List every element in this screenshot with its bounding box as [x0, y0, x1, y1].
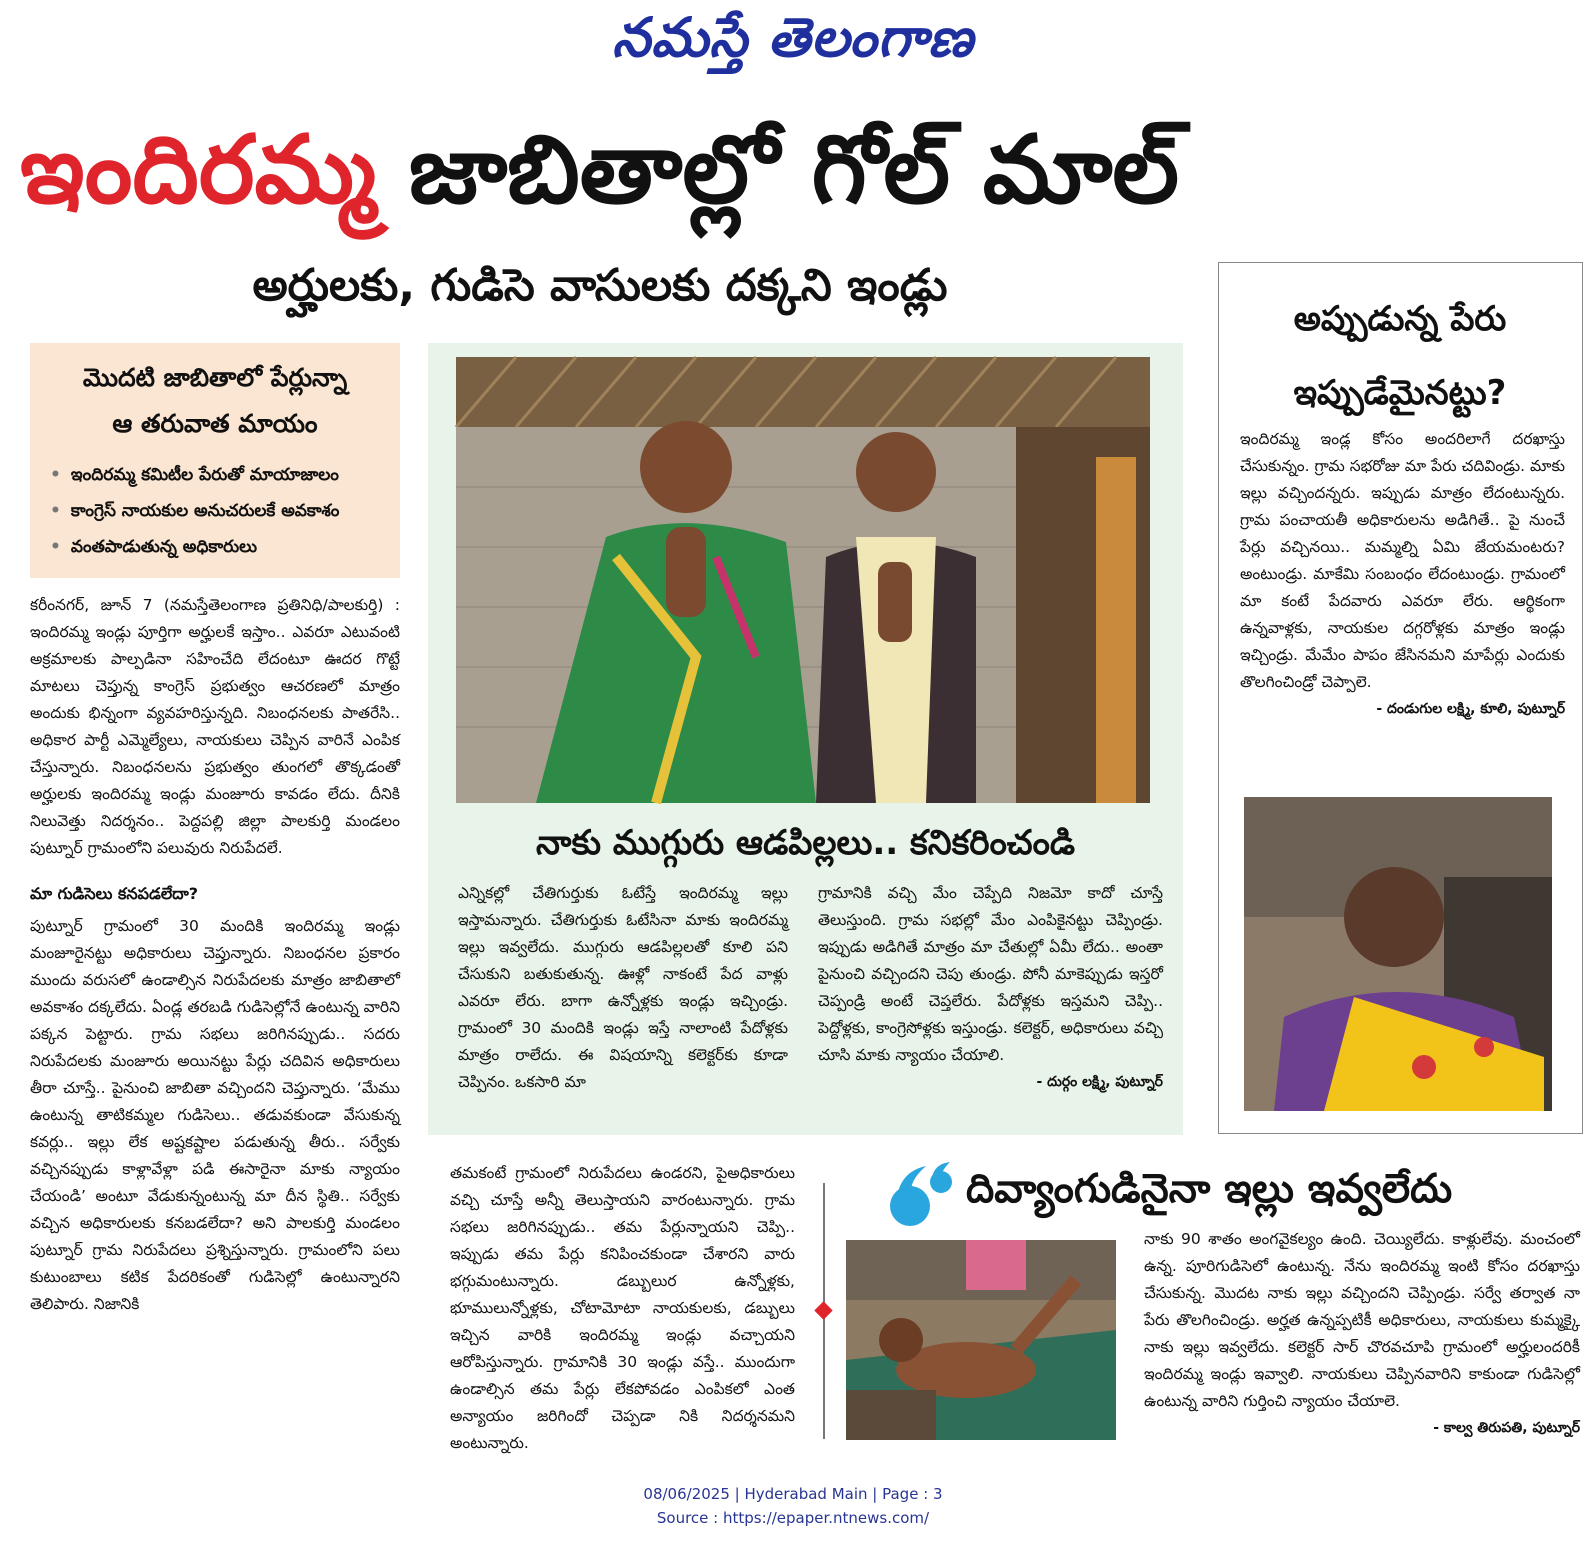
photo-disabled-man	[846, 1240, 1116, 1440]
footer-date-edition: 08/06/2025 | Hyderabad Main | Page : 3	[643, 1485, 943, 1503]
highlight-bullets	[44, 457, 386, 565]
headline	[20, 112, 1580, 230]
sidebar-title-line1: అప్పుడున్న పేరు	[1293, 299, 1507, 339]
sidebar-text: ఇందిరమ్మ ఇండ్ల కోసం అందరిలాగే దరఖాస్తు చేసుకున్నం. గ్రామ సభరోజు మా పేరు చదివిండ్రు. మాకు ఇల్లు వచ్చిందన్నరు. ఇప్పుడు మాత్రం లేదంటున్నరు. గ్రామ పంచాయతీ అధికారులను అడిగితే.. పై నుంచే పేర్లు వచ్చినయి.. మమ్మల్ని ఏమి జేయమంటరు? అంటుండ్రు. మాకేమి సంబంధం లేదంటుండ్రు. గ్రామంలో మా కంటే పేదవారు ఎవరూ లేరు. ఆర్థికంగా ఉన్నవాళ్లకు, నాయకుల దగ్గరోళ్లకు మాత్రం ఇండ్లు ఇచ్చిండ్రు. మేమేం పాపం జేసినమని మాపేర్లు ఎందుకు తొలగించిండ్రో చెప్పాలె.	[1240, 430, 1565, 691]
article-subheading: మా గుడిసెలు కనపడలేదా?	[30, 884, 199, 903]
masthead-logo: నమస్తే తెలంగాణ	[612, 6, 974, 69]
headline-red: ఇందిరమ్మ	[20, 116, 377, 225]
bullet-item: • వంతపాడుతున్న అధికారులు	[50, 529, 386, 565]
main-article-col2	[450, 1160, 795, 1452]
footer-source: Source : https://epaper.ntnews.com/	[656, 1509, 930, 1527]
sidebar-title	[1230, 282, 1570, 430]
article-para3: తమకంటే గ్రామంలో నిరుపేదలు ఉండరని, పైఅధికారులు వచ్చి చూస్తే అన్నీ తెలుస్తాయని వారంటున్నారు. గ్రామ సభలు జరిగినప్పుడు.. తమ పేర్లున్నాయని చెప్పి.. ఇప్పుడు తమ పేర్లు కనిపించకుండా చేశారని వారు భగ్గుమంటున్నారు. డబ్బులుర ఉన్నోళ్లకు, భూములున్నోళ్లకు, చోటామోటా నాయకులకు, డబ్బులు ఇచ్చిన వారికి ఇందిరమ్మ ఇండ్లు వచ్చాయని ఆరోపిస్తున్నారు. గ్రామానికి 30 ఇండ్లు వస్తే.. ముందుగా ఉండాల్సిన తమ పేర్లు లేకపోవడం ఎంపికలో ఎంత అన్యాయం జరిగిందో చెప్పడా నికి నిదర్శనమని అంటున్నారు.	[450, 1164, 795, 1452]
bottom-story-text: నాకు 90 శాతం అంగవైకల్యం ఉంది. చెయ్యిలేదు. కాళ్లులేవు. మంచంలో ఉన్న. పూరిగుడిసెలో ఉంటున్న. నేను ఇందిరమ్మ ఇంటి కోసం దరఖాస్తు చేసుకున్న. మొదట నాకు ఇల్లు వచ్చిందని చెప్పిండ్రు. సర్వే తర్వాత నా పేరు తొలగించిండ్రు. అర్హత ఉన్నప్పటికీ అధికారులు, నాయకులు కుమ్మక్కై నాకు ఇల్లు ఇవ్వలేదు. కలెక్టర్ సార్ చొరవచూపి గ్రామంలో అర్హులందరికీ ఇందిరమ్మ ఇండ్లు ఇవ్వాలి. నాయకులు చెప్పినవారిని కాకుండా గుడిసెల్లో ఉంటున్న వారిని గుర్తించి న్యాయం చేయాలె.	[1144, 1230, 1580, 1410]
sidebar-signature: - దండుగుల లక్ష్మి, కూలి, పుట్నూర్	[1376, 701, 1565, 717]
center-story-signature: - దుర్గం లక్ష్మి, పుట్నూర్	[1036, 1074, 1163, 1090]
center-story-text2: గ్రామానికి వచ్చి మేం చెప్పేది నిజమో కాదో చూస్తే తెలుస్తుంది. గ్రామ సభల్లో మేం ఎంపికైనట్టు చెప్పిండ్రు. ఇప్పుడు అడిగితే మాత్రం మా చేతుల్లో ఏమీ లేదు.. అంతా పైనుంచి వచ్చిందని చెపు తుండ్రు. పోనీ మాకెప్పుడు ఇస్తరో చెప్పండ్రి అంటే చెప్తలేరు. పేదోళ్లకు ఇస్తమని చెప్పి.. పెద్దోళ్లకు, కాంగ్రెసోళ్లకు ఇస్తుండ్రు. కలెక్టర్, అధికారులు వచ్చి చూసి మాకు న్యాయం చేయాలి.	[818, 884, 1163, 1064]
sidebar-text-block	[1240, 426, 1565, 781]
bullet-item: • కాంగ్రెస్ నాయకుల అనుచరులకే అవకాశం	[50, 493, 386, 529]
divider-diamond	[814, 1301, 832, 1319]
quote-icon	[886, 1164, 958, 1232]
sidebar-title-line2: ఇప్పుడేమైనట్టు?	[1293, 373, 1507, 413]
headline-black: జాబితాల్లో గోల్ మాల్	[408, 116, 1179, 225]
center-story-col2	[818, 880, 1163, 1120]
center-story-col1	[458, 880, 788, 1120]
highlight-title-2: ఆ తరువాత మాయం	[112, 409, 318, 438]
article-para2: పుట్నూర్ గ్రామంలో 30 మందికి ఇందిరమ్మ ఇండ్లు మంజూరైనట్టు అధికారులు చెప్తున్నారు. నిబంధనల ప్రకారం ముందు వరుసలో ఉండాల్సిన నిరుపేదలకు మాత్రం జాబితాలో అవకాశం దక్కలేదు. ఏండ్ల తరబడి గుడిసెల్లోనే ఉంటున్న వారిని పక్కన పెట్టారు. గ్రామ సభలు జరిగినప్పుడు.. సదరు నిరుపేదలకు మంజూరు అయినట్టు పేర్లు చదివిన అధికారులు తీరా చూస్తే.. పైనుంచి జాబితా వచ్చిందని చెప్తున్నారు. ‘మేము ఉంటున్న తాటికమ్మల గుడిసెలు.. తడువకుండా వేసుకున్న కవర్లు.. ఇల్లు లేక అష్టకష్టాల పడుతున్న తీరు.. సర్వేకు వచ్చినప్పుడు కాళ్లావేళ్లా పడి ఈసారైనా మాకు న్యాయం చేయండి’ అంటూ వేడుకున్నంటున్న మా దీన స్థితి.. సర్వేకు వచ్చిన అధికారులకు కనబడలేదా? అని పాలకుర్తి మండలం పుట్నూర్ గ్రామ నిరుపేదలు ప్రశ్నిస్తున్నారు. గ్రామంలోని పలు కుటుంబాలు కటిక పేదరికంతో గుడిసెల్లో ఉంటున్నారని తెలిపారు. నిజానికి	[30, 917, 400, 1313]
subheadline: అర్హులకు, గుడిసె వాసులకు దక్కని ఇండ్లు	[252, 260, 948, 311]
highlight-title-1: మొదటి జాబితాలో పేర్లున్నా	[82, 363, 348, 392]
main-article-col1	[30, 592, 400, 1442]
bottom-story-title: దివ్యాంగుడినైనా ఇల్లు ఇవ్వలేదు	[966, 1166, 1453, 1212]
bottom-story-text-block	[1144, 1226, 1580, 1446]
footer	[0, 1482, 1586, 1530]
center-story-text1: ఎన్నికల్లో చేతిగుర్తుకు ఓటేస్తే ఇందిరమ్మ ఇల్లు ఇస్తామన్నారు. చేతిగుర్తుకు ఓటేసినా మాకు ఇందిరమ్మ ఇల్లు ఇవ్వలేదు. ముగ్గురు ఆడపిల్లలతో కూలి పని చేసుకుని బతుకుతున్న. ఊళ్లో నాకంటే పేద వాళ్లు ఎవరూ లేరు. బాగా ఉన్నోళ్లకు ఇండ్లు ఇచ్చిండ్రు. గ్రామంలో 30 మందికి ఇండ్లు ఇస్తే నాలాంటి పేదోళ్లకు మాత్రం రాలేదు. ఈ విషయాన్ని కలెక్టర్‌కు కూడా చెప్పినం. ఒకసారి మా	[458, 884, 788, 1091]
center-story-title: నాకు ముగ్గురు ఆడపిల్లలు.. కనికరించండి	[535, 823, 1076, 863]
highlight-box	[30, 343, 400, 578]
article-para1: కరీంనగర్, జూన్ 7 (నమస్తేతెలంగాణ ప్రతినిధి/పాలకుర్తి) : ఇందిరమ్మ ఇండ్లు పూర్తిగా అర్హులకే ఇస్తాం.. ఎవరూ ఎటువంటి అక్రమాలకు పాల్పడినా సహించేది లేదంటూ ఊదర గొట్టే మాటలు చెప్తున్న కాంగ్రెస్ ప్రభుత్వం ఆచరణలో మాత్రం అందుకు భిన్నంగా వ్యవహరిస్తున్నది. నిబంధనలకు పాతరేసి.. అధికార పార్టీ ఎమ్మెల్యేలు, నాయకులు చెప్పిన వారినే ఎంపిక చేస్తున్నారు. నిబంధనలను ప్రభుత్వం తుంగలో తొక్కడంతో అర్హులకు ఇందిరమ్మ ఇండ్లు మంజూరు కావడం లేదు. దీనికి నిలువెత్తు నిదర్శనం.. పెద్దపల్లి జిల్లా పాలకుర్తి మండలం పుట్నూర్ గ్రామంలోని పలువురు నిరుపేదలే.	[30, 596, 400, 857]
bullet-item: • ఇందిరమ్మ కమిటీల పేరుతో మాయాజాలం	[50, 457, 386, 493]
photo-woman-yellow-saree	[1244, 797, 1552, 1111]
photo-two-women	[456, 357, 1150, 803]
bottom-story-signature: - కాల్వ తిరుపతి, పుట్నూర్	[1433, 1420, 1580, 1436]
